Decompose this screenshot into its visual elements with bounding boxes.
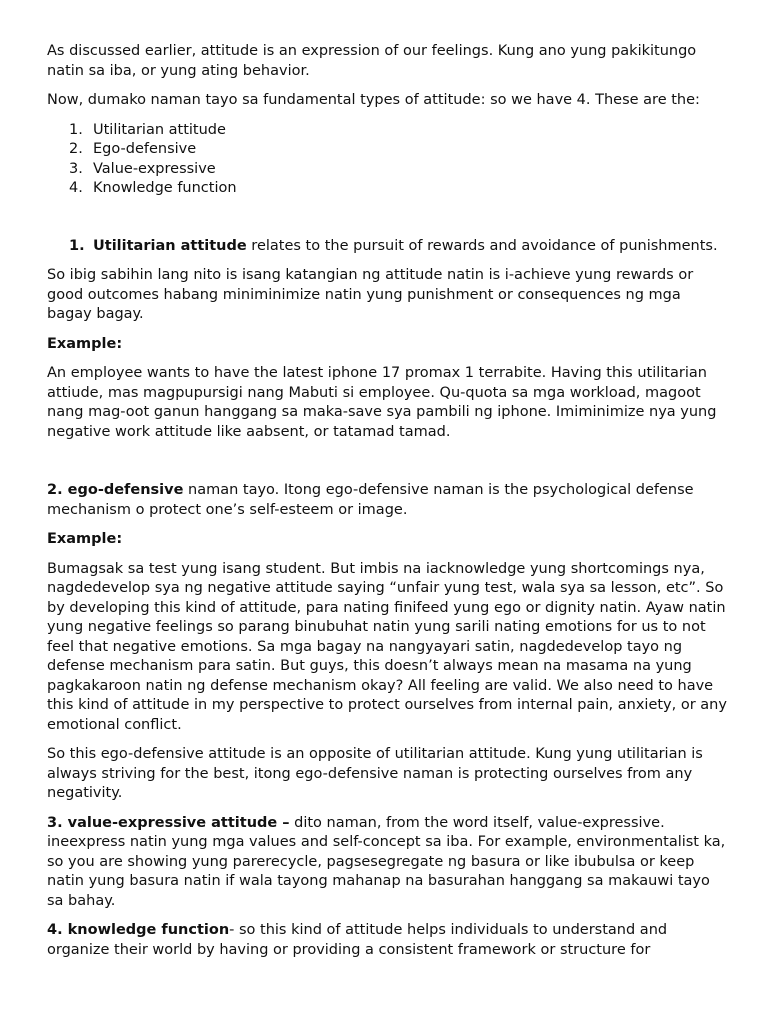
section-2-title-rest: naman tayo. Itong ego-defensive naman is the psychological defense mechanism o protect one’s self-esteem or image.: [47, 482, 694, 518]
section-2-title: 2. ego-defensive: [47, 482, 184, 498]
intro-paragraph-1: As discussed earlier, attitude is an expression of our feelings. Kung ano yung pakikitungo natin sa iba, or yung ating behavior.: [47, 43, 697, 79]
list-item-label: Value-expressive: [93, 160, 216, 177]
list-item: 1. Utilitarian attitude: [69, 121, 226, 138]
section-3-heading: [47, 814, 727, 912]
section-3-title-rest: dito naman, from the word itself, value-expressive. ineexpress natin yung mga values and self-concept sa iba. For example, environmentalist ka, so you are showing yung parerecycle, pagsesegregate ng basura or like ibubulsa or keep natin yung basura natin if wala tayong mahanap na basurahan hanggang sa makauwi tayo sa bahay.: [47, 814, 726, 909]
list-item: 3. Value-expressive: [69, 160, 216, 177]
list-item-label: Ego-defensive: [93, 141, 197, 157]
section-3-title: 3. value-expressive attitude –: [47, 814, 290, 831]
section-2-heading: [47, 481, 727, 520]
section-1-paragraph: So ibig sabihin lang nito is isang katangian ng attitude natin is i-achieve yung rewards or good outcomes habang miniminimize natin yung punishment or consequences ng mga bagay bagay.: [47, 267, 694, 322]
spacer: [47, 452, 727, 481]
intro-paragraph-2: Now, dumako naman tayo sa fundamental types of attitude: so we have 4. These are the:: [47, 92, 700, 108]
attitude-types-list: [47, 121, 727, 199]
list-item-label: Utilitarian attitude: [93, 121, 226, 138]
section-4-title: 4. knowledge function: [47, 922, 230, 938]
section-4-heading: [47, 921, 727, 960]
section-1-example-label: Example:: [47, 335, 123, 352]
section-1-title-rest: relates to the pursuit of rewards and avoidance of punishments.: [246, 237, 718, 254]
list-item: 4. Knowledge function: [69, 180, 237, 196]
spacer: [47, 199, 727, 237]
section-2-example: Bumagsak sa test yung isang student. But imbis na iacknowledge yung shortcomings nya, nagdedevelop sya ng negative attitude saying “unfair yung test, wala sya sa lesson, etc”. So by developing this kind of attitude, para nating finifeed yung ego or dignity natin. Ayaw natin yung negative feelings so parang binubuhat natin yung sarili nating emotions for us to not feel that negative emotions. Sa mga bagay na nangyayari satin, nagdedevelop tayo ng defense mechanism para satin. But guys, this doesn’t always mean na masama na yung pagkakaroon natin ng defense mechanism okay? All feeling are valid. We also need to have this kind of attitude in my perspective to protect ourselves from internal pain, anxiety, or any emotional conflict.: [47, 560, 727, 733]
list-item-label: Knowledge function: [93, 180, 237, 196]
section-4-title-rest: - so this kind of attitude helps individuals to understand and organize their world by having or providing a consistent framework or structure for: [47, 922, 668, 958]
section-1-title: Utilitarian attitude: [93, 237, 247, 254]
section-2-example-label: Example:: [47, 531, 123, 547]
section-1-example: An employee wants to have the latest iphone 17 promax 1 terrabite. Having this utilitarian attiude, mas magpupursigi nang Mabuti si employee. Qu-quota sa mga workload, magoot nang mag-oot ganun hanggang sa maka-save sya pambili ng iphone. Imiminimize nya yung negative work attitude like aabsent, or tatamad tamad.: [47, 365, 717, 440]
section-1-heading: 1. Utilitarian attitude relates to the pursuit of rewards and avoidance of punishments.: [69, 237, 718, 254]
list-item: 2. Ego-defensive: [69, 141, 197, 157]
document-page: [47, 42, 727, 970]
section-2-paragraph-2: So this ego-defensive attitude is an opposite of utilitarian attitude. Kung yung utilitarian is always striving for the best, itong ego-defensive naman is protecting ourselves from any negativity.: [47, 746, 703, 801]
